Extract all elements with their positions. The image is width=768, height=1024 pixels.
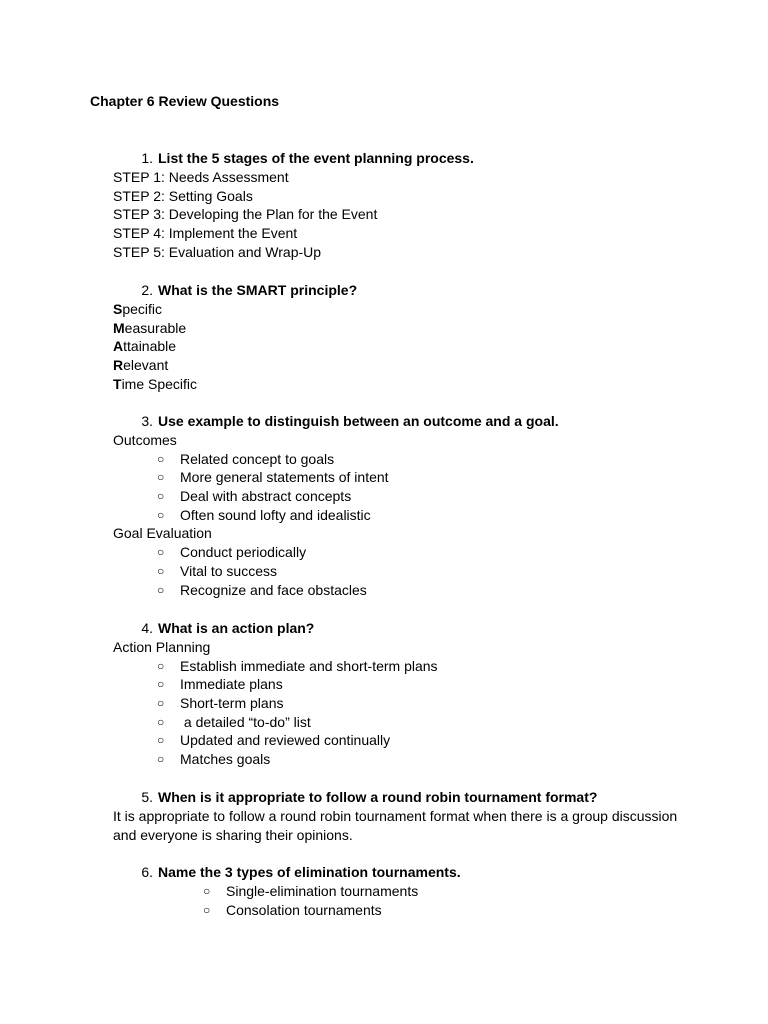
list-item: ○ Conduct periodically (157, 544, 307, 561)
question-text: List the 5 stages of the event planning process. (158, 150, 474, 166)
bullet-circle-icon: ○ (203, 902, 211, 917)
smart-rest: elevant (123, 357, 169, 374)
answer-paragraph: It is appropriate to follow a round robin tournament format when there is a group discussion and everyone is sharing their opinions. (113, 808, 678, 843)
smart-item (113, 337, 713, 356)
question-1 (113, 149, 713, 261)
bullet-circle-icon: ○ (157, 733, 165, 748)
answer-line: STEP 2: Setting Goals (113, 187, 253, 204)
bullet-circle-icon: ○ (157, 696, 165, 711)
list-item: ○ a detailed “to-do” list (157, 713, 311, 730)
bullet-circle-icon: ○ (157, 563, 165, 578)
question-number: 2. (141, 282, 153, 298)
list-item: ○ Consolation tournaments (203, 901, 382, 918)
list-item: ○ Recognize and face obstacles (157, 581, 367, 598)
list-item: ○ Immediate plans (157, 676, 283, 693)
question-4 (113, 619, 713, 769)
section-label: Goal Evaluation (113, 525, 212, 542)
list-item: ○ Matches goals (157, 751, 271, 768)
list-item: ○ More general statements of intent (157, 469, 389, 486)
answer-line: STEP 5: Evaluation and Wrap-Up (113, 243, 322, 260)
question-text: What is the SMART principle? (158, 282, 358, 298)
bullet-circle-icon: ○ (157, 582, 165, 597)
bullet-circle-icon: ○ (157, 507, 165, 522)
smart-initial: A (113, 338, 124, 355)
question-number: 1. (141, 150, 153, 166)
bullet-circle-icon: ○ (157, 714, 165, 729)
question-5 (113, 788, 713, 845)
question-text: What is an action plan? (158, 620, 315, 636)
smart-initial: M (113, 319, 125, 336)
bullet-circle-icon: ○ (157, 470, 165, 485)
section-label: Action Planning (113, 639, 211, 655)
answer-line: STEP 1: Needs Assessment (113, 169, 289, 185)
question-text: Name the 3 types of elimination tournaments. (158, 864, 461, 880)
list-item: ○ Updated and reviewed continually (157, 732, 391, 749)
smart-initial: S (113, 301, 123, 317)
smart-initial: T (113, 375, 122, 392)
bullet-circle-icon: ○ (203, 884, 211, 898)
answer-line: STEP 4: Implement the Event (113, 225, 298, 242)
question-2 (113, 281, 713, 393)
bullet-circle-icon: ○ (157, 451, 165, 466)
question-3 (113, 412, 713, 599)
bullet-circle-icon: ○ (157, 752, 165, 767)
bullet-circle-icon: ○ (157, 658, 165, 673)
question-number: 6. (141, 864, 153, 880)
smart-item (113, 356, 713, 375)
bullet-circle-icon: ○ (157, 489, 165, 504)
smart-rest: pecific (122, 301, 163, 317)
smart-item (113, 300, 713, 319)
question-number: 3. (141, 413, 153, 429)
section-label: Outcomes (113, 432, 177, 448)
smart-rest: easurable (124, 319, 187, 336)
list-item: ○ Short-term plans (157, 695, 284, 712)
smart-rest: ttainable (123, 338, 177, 355)
question-text: Use example to distinguish between an outcome and a goal. (158, 413, 559, 429)
list-item: ○ Single-elimination tournaments (203, 883, 419, 899)
smart-rest: ime Specific (121, 375, 198, 392)
list-item: ○ Establish immediate and short-term plans (157, 657, 438, 674)
smart-initial: R (113, 357, 124, 374)
bullet-circle-icon: ○ (157, 545, 165, 560)
question-text: When is it appropriate to follow a round robin tournament format? (158, 789, 598, 805)
question-number: 4. (141, 620, 153, 636)
answer-line: STEP 3: Developing the Plan for the Event (113, 206, 378, 223)
question-6 (113, 863, 713, 919)
list-item: ○ Related concept to goals (157, 450, 335, 467)
bullet-circle-icon: ○ (157, 677, 165, 692)
question-number: 5. (141, 789, 153, 805)
page-title: Chapter 6 Review Questions (90, 93, 280, 109)
list-item: ○ Often sound lofty and idealistic (157, 506, 371, 523)
list-item: ○ Deal with abstract concepts (157, 488, 352, 505)
smart-item (113, 375, 713, 394)
smart-item (113, 319, 713, 338)
list-item: ○ Vital to success (157, 562, 278, 579)
